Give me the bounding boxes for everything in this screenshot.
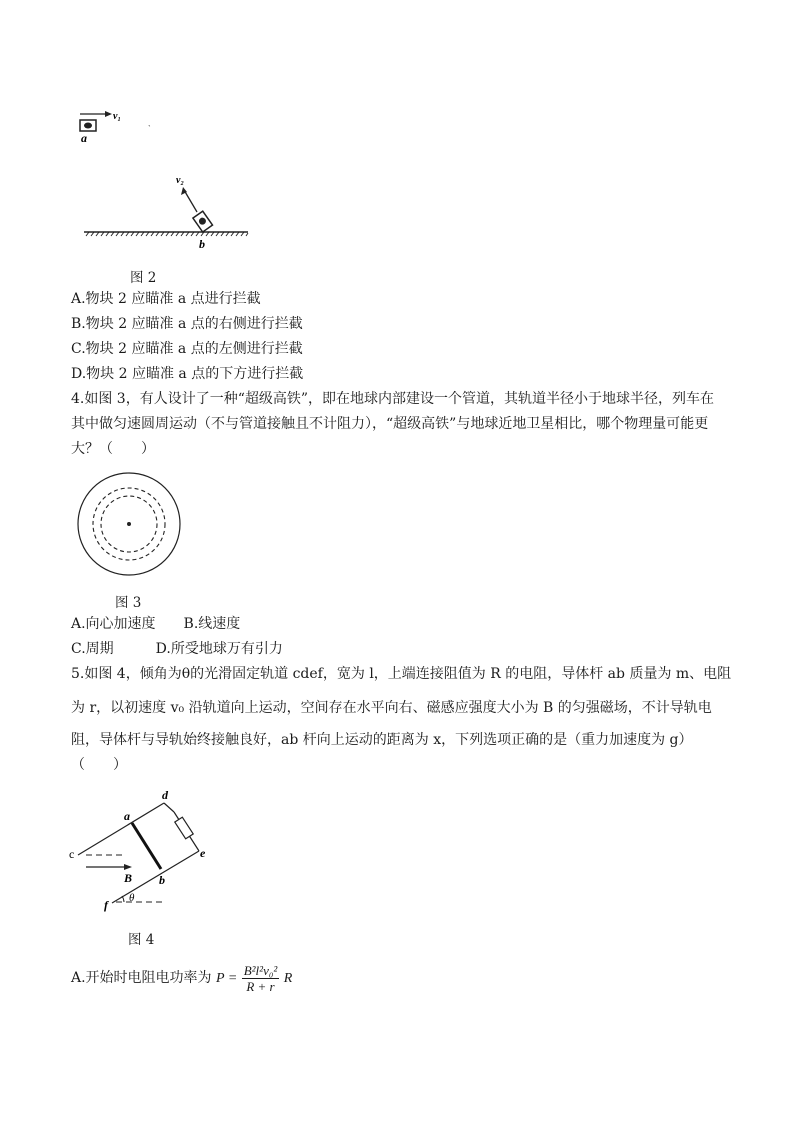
q3-option-a: A.物块 2 应瞄准 a 点进行拦截 [71, 291, 261, 307]
fraction-denominator: R + r [246, 978, 275, 994]
point-b-label: b [199, 237, 205, 251]
label-b: b [159, 873, 165, 887]
figure-3-caption: 图 3 [115, 595, 142, 611]
v2-label: v₂ [176, 175, 184, 186]
figure-3-earth-diagram [74, 469, 184, 579]
label-B: B [124, 871, 133, 885]
q4-stem-line-3: 大？（ ） [71, 441, 155, 457]
q4-options-row-1: A.向心加速度 B.线速度 [71, 616, 241, 632]
label-f: f [104, 898, 108, 912]
q5-option-a [71, 962, 292, 995]
label-d: d [162, 788, 168, 802]
rail-top-d [164, 803, 174, 812]
q5-option-a-tail: R [283, 971, 293, 986]
resistor-R [175, 817, 193, 839]
figure-4-caption: 图 4 [128, 932, 155, 948]
q5-stem-line-3: 阻，导体杆与导轨始终接触良好，ab 杆向上运动的距离为 x，下列选项正确的是（重力加速度为 g） [71, 732, 693, 748]
rod-ab [132, 823, 161, 869]
label-a: a [124, 809, 130, 823]
fraction-numerator: B²l²v₀² [243, 962, 278, 978]
label-e: e [200, 846, 206, 860]
q4-options-row-2: C.周期 D.所受地球万有引力 [71, 641, 283, 657]
v2-arrow [184, 190, 197, 212]
q5-stem-line-1: 5.如图 4，倾角为θ的光滑固定轨道 cdef，宽为 l，上端连接阻值为 R 的电阻，导体杆 ab 质量为 m、电阻 [71, 666, 732, 682]
figure-2-caption: 图 2 [130, 270, 157, 286]
b-field-arrowhead [124, 864, 132, 870]
q5-option-a-lhs: P = [216, 971, 238, 986]
q3-option-d: D.物块 2 应瞄准 a 点的下方进行拦截 [71, 366, 304, 382]
q5-stem-line-2: 为 r，以初速度 v₀ 沿轨道向上运动，空间存在水平向右、磁感应强度大小为 B 的匀强磁场，不计导轨电 [71, 700, 712, 716]
q5-option-a-prefix: A.开始时电阻电功率为 [71, 970, 212, 986]
label-c: c [69, 847, 75, 861]
label-theta: θ [129, 892, 135, 904]
point-a-label: a [81, 131, 87, 145]
q4-stem-line-2: 其中做匀速圆周运动（不与管道接触且不计阻力），“超级高铁”与地球近地卫星相比，哪个物理量可能更 [71, 416, 709, 432]
rail-cd [78, 803, 164, 855]
theta-arc [122, 896, 124, 902]
tick-mark: ` [148, 124, 151, 133]
q5-stem-line-4: （ ） [71, 757, 127, 773]
figure-4-rail-diagram [66, 785, 226, 915]
block-b [193, 211, 213, 232]
q3-option-c: C.物块 2 应瞄准 a 点的左侧进行拦截 [71, 341, 303, 357]
figure-2 [70, 105, 260, 255]
q5-option-a-fraction [242, 963, 280, 994]
q3-option-b: B.物块 2 应瞄准 a 点的右侧进行拦截 [71, 316, 303, 332]
q4-stem-line-1: 4.如图 3，有人设计了一种“超级高铁”，即在地球内部建设一个管道，其轨道半径小于地球半径，列车在 [71, 391, 715, 407]
v1-label: v₁ [113, 111, 121, 122]
earth-center [127, 522, 131, 526]
v1-arrowhead [105, 111, 112, 117]
block-a-eye [84, 123, 92, 129]
